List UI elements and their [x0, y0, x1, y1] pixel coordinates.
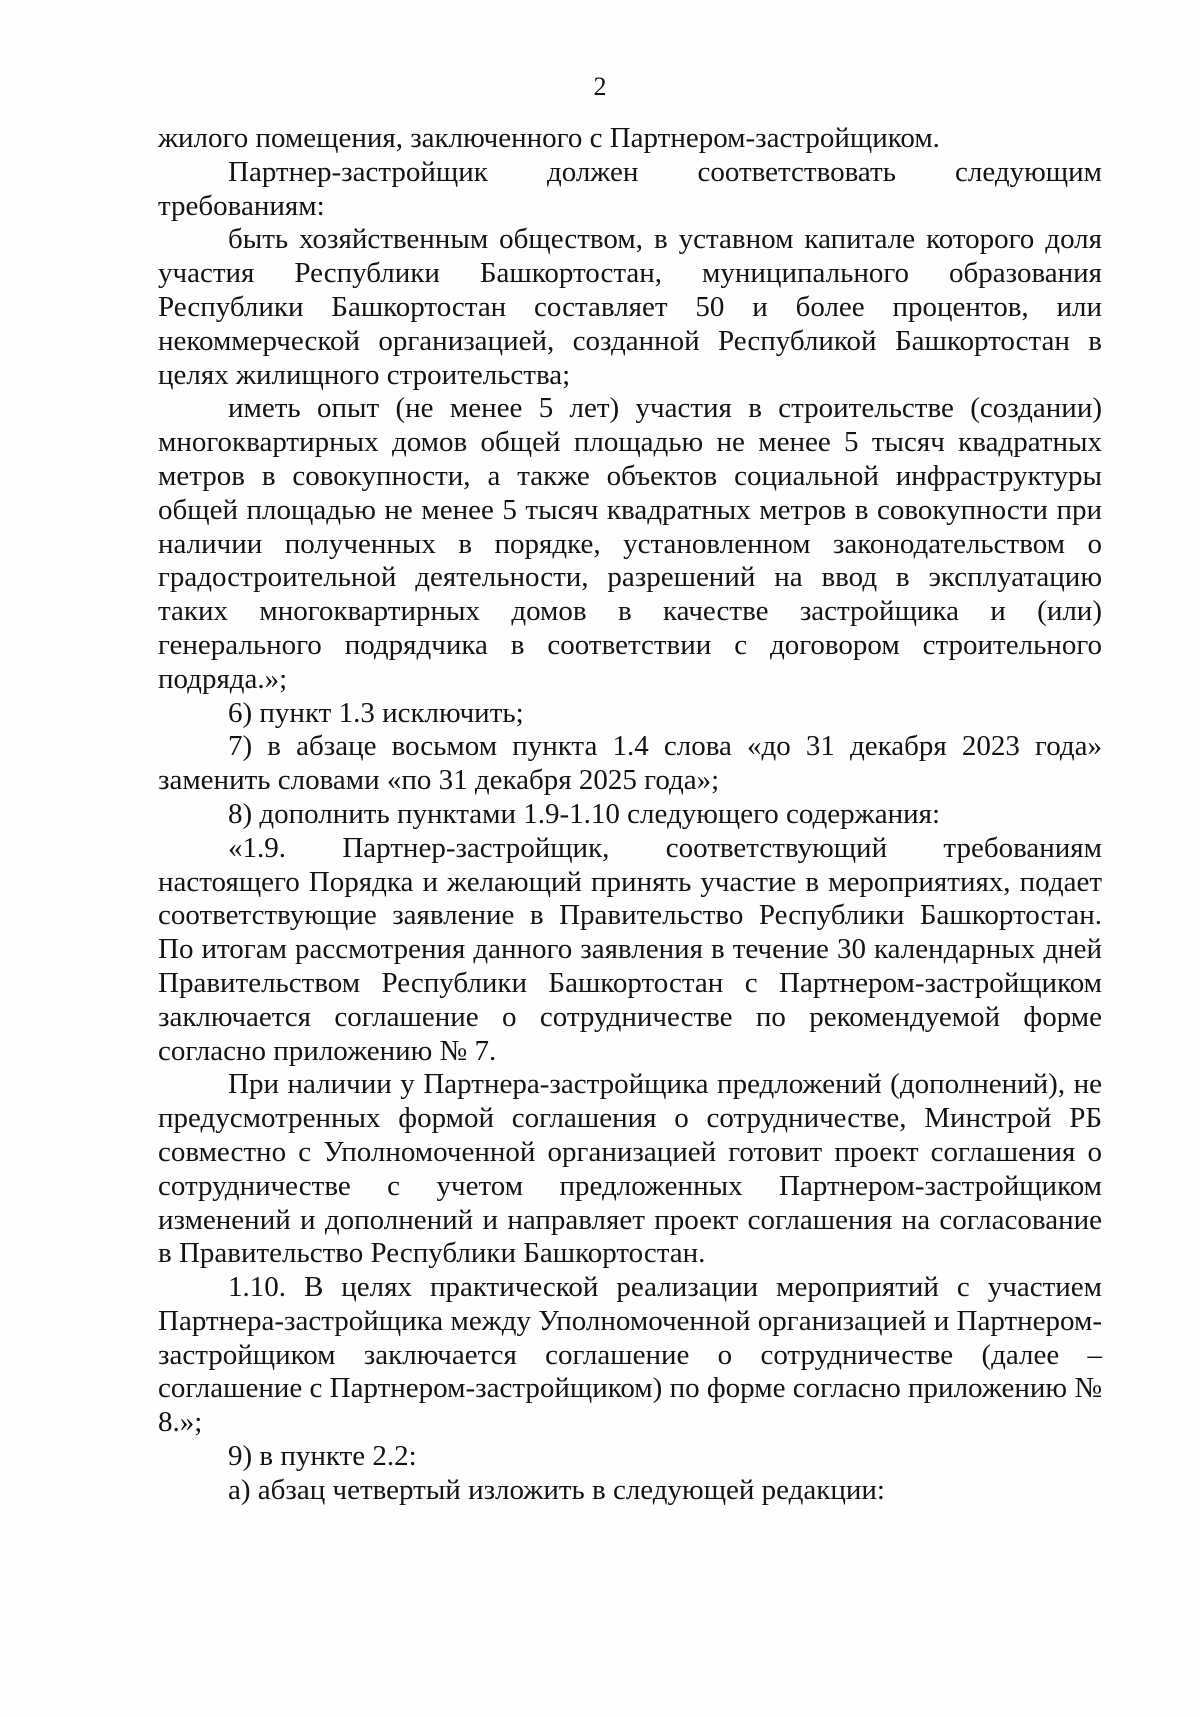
paragraph-10: 1.10. В целях практической реализации мероприятий с участием Партнера-застройщика между Уполномоченной организацией и Партнером-застройщиком заключается соглашение о сотрудничестве (далее – соглашение с Партнером-застройщиком) по форме согласно приложению № 8.»;: [158, 1271, 1102, 1439]
paragraph-3: быть хозяйственным обществом, в уставном капитале которого доля участия Республики Башкортостан, муниципального образования Республики Башкортостан составляет 50 и более процентов, или некоммерческой организацией, созданной Республикой Башкортостан в целях жилищного строительства;: [158, 223, 1102, 391]
page-number: 2: [593, 72, 607, 101]
paragraph-1: жилого помещения, заключенного с Партнером-застройщиком.: [158, 122, 940, 154]
paragraph-7: 8) дополнить пунктами 1.9-1.10 следующего содержания:: [228, 797, 941, 830]
paragraph-5: 6) пункт 1.3 исключить;: [228, 696, 524, 729]
paragraph-11: 9) в пункте 2.2:: [228, 1440, 417, 1473]
paragraph-6: 7) в абзаце восьмом пункта 1.4 слова «до 31 декабря 2023 года» заменить словами «по 31 декабря 2025 года»;: [158, 730, 1102, 797]
paragraph-8: «1.9. Партнер-застройщик, соответствующий требованиям настоящего Порядка и желающий принять участие в мероприятиях, подает соответствующие заявление в Правительство Республики Башкортостан. По итогам рассмотрения данного заявления в течение 30 календарных дней Правительством Республики Башкортостан с Партнером-застройщиком заключается соглашение о сотрудничестве по рекомендуемой форме согласно приложению № 7.: [158, 831, 1102, 1067]
paragraph-2: Партнер-застройщик должен соответствовать следующим требованиям:: [158, 155, 1102, 222]
paragraph-4: иметь опыт (не менее 5 лет) участия в строительстве (создании) многоквартирных домов общей площадью не менее 5 тысяч квадратных метров в совокупности, а также объектов социальной инфраструктуры общей площадью не менее 5 тысяч квадратных метров в совокупности при наличии полученных в порядке, установленном законодательством о градостроительной деятельности, разрешений на ввод в эксплуатацию таких многоквартирных домов в качестве застройщика и (или) генерального подрядчика в соответствии с договором строительного подряда.»;: [158, 392, 1102, 695]
document-body: [158, 122, 1102, 1508]
paragraph-12: а) абзац четвертый изложить в следующей редакции:: [228, 1473, 885, 1506]
paragraph-9: При наличии у Партнера-застройщика предложений (дополнений), не предусмотренных формой соглашения о сотрудничестве, Минстрой РБ совместно с Уполномоченной организацией готовит проект соглашения о сотрудничестве с учетом предложенных Партнером-застройщиком изменений и дополнений и направляет проект соглашения на согласование в Правительство Республики Башкортостан.: [158, 1068, 1102, 1270]
